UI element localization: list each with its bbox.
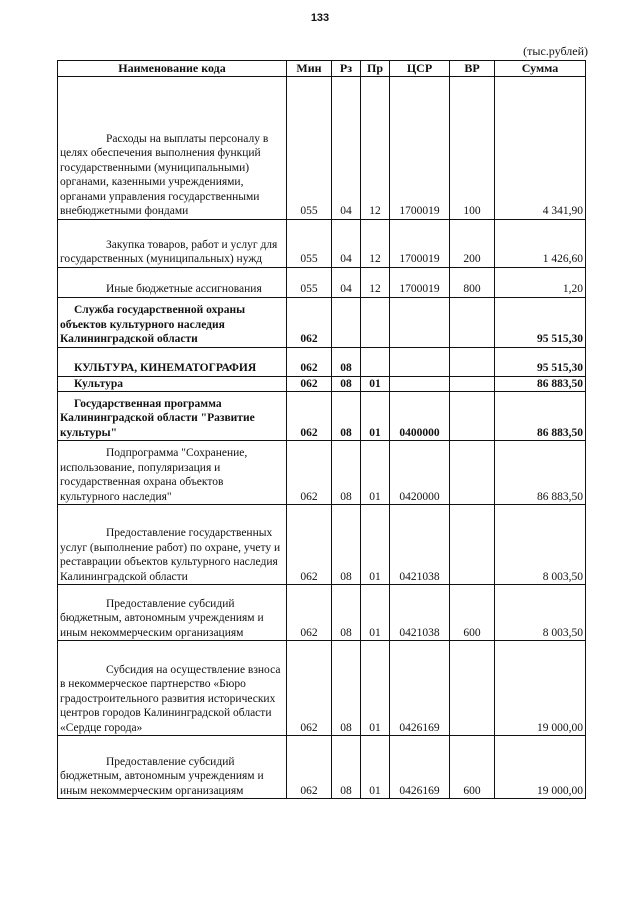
- row-vr: [450, 641, 495, 736]
- row-name: Расходы на выплаты персоналу в целях обеспечения выполнения функций государственными (муниципальными) органами, казенными учреждениями, органами управления государственными внебюджетными фондами: [60, 132, 269, 217]
- row-sum: 1 426,60: [495, 219, 586, 267]
- row-pr: [361, 347, 390, 376]
- header-csr: ЦСР: [390, 61, 450, 77]
- row-csr: 0421038: [390, 505, 450, 585]
- units-label: (тыс.рублей): [523, 44, 588, 58]
- row-sum: 95 515,30: [495, 347, 586, 376]
- row-name: Государственная программа Калининградской области "Развитие культуры": [60, 397, 255, 439]
- table-row: [58, 392, 586, 441]
- row-vr: 100: [450, 76, 495, 219]
- row-min: 062: [287, 297, 332, 347]
- row-vr: [450, 376, 495, 392]
- table-row: [58, 505, 586, 585]
- row-vr: 200: [450, 219, 495, 267]
- row-min: 062: [287, 392, 332, 441]
- table-row: [58, 585, 586, 641]
- row-rz: 08: [332, 347, 361, 376]
- row-csr: 0400000: [390, 392, 450, 441]
- table-row: [58, 376, 586, 392]
- row-min: 062: [287, 376, 332, 392]
- table-row: [58, 76, 586, 219]
- table-row: [58, 297, 586, 347]
- row-min: 062: [287, 347, 332, 376]
- row-sum: 8 003,50: [495, 505, 586, 585]
- table-row: [58, 267, 586, 297]
- row-csr: 1700019: [390, 267, 450, 297]
- table-row: [58, 441, 586, 505]
- header-rz: Рз: [332, 61, 361, 77]
- row-min: 062: [287, 441, 332, 505]
- row-rz: 08: [332, 736, 361, 799]
- row-csr: [390, 347, 450, 376]
- row-sum: 19 000,00: [495, 641, 586, 736]
- row-vr: 800: [450, 267, 495, 297]
- row-pr: 01: [361, 641, 390, 736]
- row-vr: [450, 347, 495, 376]
- row-pr: 12: [361, 267, 390, 297]
- header-min: Мин: [287, 61, 332, 77]
- row-vr: [450, 297, 495, 347]
- row-vr: 600: [450, 585, 495, 641]
- table-row: [58, 641, 586, 736]
- row-rz: 08: [332, 641, 361, 736]
- row-sum: 1,20: [495, 267, 586, 297]
- row-pr: 01: [361, 736, 390, 799]
- row-pr: 12: [361, 76, 390, 219]
- row-rz: 08: [332, 585, 361, 641]
- row-pr: 01: [361, 392, 390, 441]
- row-rz: 08: [332, 505, 361, 585]
- page-number: 133: [310, 12, 330, 24]
- row-csr: [390, 297, 450, 347]
- budget-table: [57, 60, 586, 799]
- row-vr: [450, 392, 495, 441]
- row-rz: [332, 297, 361, 347]
- row-pr: 01: [361, 376, 390, 392]
- row-name: Культура: [74, 377, 124, 390]
- row-min: 055: [287, 219, 332, 267]
- table-row: [58, 219, 586, 267]
- row-rz: 04: [332, 219, 361, 267]
- row-pr: 12: [361, 219, 390, 267]
- row-name: Закупка товаров, работ и услуг для государственных (муниципальных) нужд: [60, 238, 278, 265]
- row-min: 055: [287, 76, 332, 219]
- row-name: КУЛЬТУРА, КИНЕМАТОГРАФИЯ: [74, 362, 257, 374]
- row-min: 062: [287, 736, 332, 799]
- row-sum: 86 883,50: [495, 441, 586, 505]
- row-min: 062: [287, 585, 332, 641]
- row-sum: 86 883,50: [495, 392, 586, 441]
- row-pr: 01: [361, 441, 390, 505]
- row-csr: 0426169: [390, 736, 450, 799]
- row-rz: 04: [332, 76, 361, 219]
- header-name: Наименование кода: [58, 61, 287, 77]
- row-csr: 0420000: [390, 441, 450, 505]
- row-rz: 04: [332, 267, 361, 297]
- header-sum: Сумма: [495, 61, 586, 77]
- row-name: Предоставление государственных услуг (выполнение работ) по охране, учету и реставрации объектов культурного наследия Калининградской области: [60, 527, 281, 583]
- row-sum: 19 000,00: [495, 736, 586, 799]
- table-header-row: [58, 61, 586, 77]
- row-vr: 600: [450, 736, 495, 799]
- row-name: Субсидия на осуществление взноса в некоммерческое партнерство «Бюро градостроительного развития исторических центров городов Калининградской области «Сердце города»: [60, 663, 281, 734]
- row-rz: 08: [332, 376, 361, 392]
- row-pr: 01: [361, 505, 390, 585]
- row-min: 062: [287, 641, 332, 736]
- row-csr: 0426169: [390, 641, 450, 736]
- row-sum: 95 515,30: [495, 297, 586, 347]
- header-vr: ВР: [450, 61, 495, 77]
- row-rz: 08: [332, 441, 361, 505]
- row-sum: 86 883,50: [495, 376, 586, 392]
- row-vr: [450, 505, 495, 585]
- row-vr: [450, 441, 495, 505]
- header-pr: Пр: [361, 61, 390, 77]
- row-name: Предоставление субсидий бюджетным, автономным учреждениям и иным некоммерческим организациям: [60, 597, 264, 639]
- row-sum: 8 003,50: [495, 585, 586, 641]
- table-row: [58, 347, 586, 376]
- row-csr: [390, 376, 450, 392]
- row-name: Служба государственной охраны объектов культурного наследия Калининградской области: [60, 304, 246, 345]
- row-name: Предоставление субсидий бюджетным, автономным учреждениям и иным некоммерческим организациям: [60, 755, 264, 797]
- row-rz: 08: [332, 392, 361, 441]
- row-csr: 0421038: [390, 585, 450, 641]
- row-csr: 1700019: [390, 219, 450, 267]
- row-min: 062: [287, 505, 332, 585]
- row-csr: 1700019: [390, 76, 450, 219]
- row-name: Иные бюджетные ассигнования: [106, 283, 262, 295]
- table-row: [58, 736, 586, 799]
- row-pr: 01: [361, 585, 390, 641]
- row-sum: 4 341,90: [495, 76, 586, 219]
- row-pr: [361, 297, 390, 347]
- row-min: 055: [287, 267, 332, 297]
- row-name: Подпрограмма "Сохранение, использование, популяризация и государственная охрана объектов культурного наследия": [60, 447, 248, 503]
